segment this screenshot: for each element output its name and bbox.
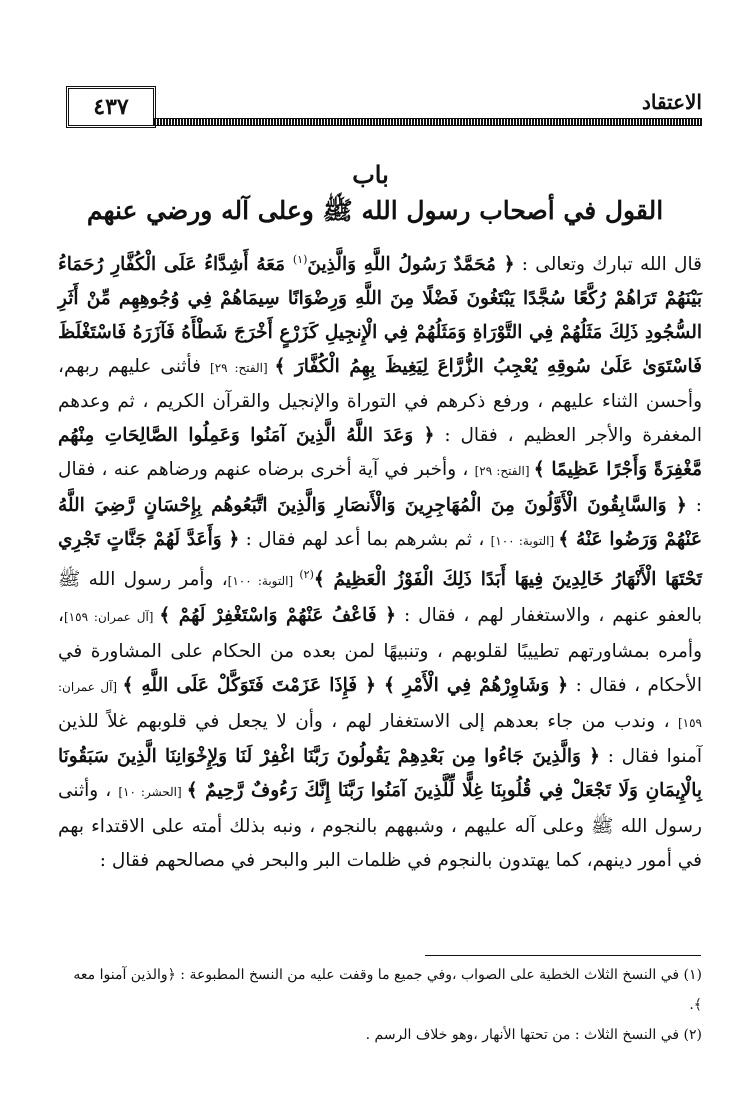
verse-reference: [آل عمران: ١٥٩] (58, 679, 702, 730)
prose-text: فأثنى عليهم ربهم، وأحسن الثناء عليهم ، ورفع ذكرهم في التوراة والإنجيل والقرآن الكريم ، ثم وعدهم المغفرة والأجر العظيم ، فقال : (58, 355, 702, 447)
verse-reference: [آل عمران: ١٥٩] (63, 610, 160, 625)
verse-reference: [الفتح: ٢٩] (474, 463, 534, 478)
quran-verse: ﴿ وَالسَّابِقُونَ الْأَوَّلُونَ مِنَ الْمُهَاجِرِينَ وَالْأَنصَارِ وَالَّذِينَ اتَّبَعُوهُم بِإِحْسَانٍ رَّضِيَ اللَّهُ عَنْهُمْ وَرَضُوا عَنْهُ ﴾ (58, 494, 702, 550)
quran-verse: مَعَهُ أَشِدَّاءُ عَلَى الْكُفَّارِ رُحَمَاءُ بَيْنَهُمْ تَرَاهُمْ رُكَّعًا سُجَّدًا يَبْتَغُونَ فَضْلًا مِنَ اللَّهِ وَرِضْوَانًا سِيمَاهُمْ فِي وُجُوهِهِم مِّنْ أَثَرِ السُّجُودِ ذَلِكَ مَثَلُهُمْ فِي التَّوْرَاةِ وَمَثَلُهُمْ فِي الْإِنجِيلِ كَزَرْعٍ أَخْرَجَ شَطْأَهُ فَآزَرَهُ فَاسْتَغْلَظَ فَاسْتَوَىٰ عَلَىٰ سُوقِهِ يُعْجِبُ الزُّرَّاعَ لِيَغِيظَ بِهِمُ الْكُفَّارَ ﴾ (58, 254, 702, 377)
section-title: القول في أصحاب رسول الله ﷺ وعلى آله ورضي عنهم (86, 196, 664, 225)
quran-verse: ﴿ مُحَمَّدٌ رَسُولُ اللَّهِ وَالَّذِينَ (307, 254, 515, 276)
verse-reference: [التوبة: ١٠٠] (490, 533, 559, 548)
chapter-title: باب (352, 160, 389, 189)
footnotes (58, 960, 702, 1050)
running-title: الاعتقاد (641, 90, 702, 114)
prose-text: قال الله تبارك وتعالى : (514, 254, 702, 276)
quran-verse: ﴿ وَالَّذِينَ جَاءُوا مِن بَعْدِهِمْ يَقُولُونَ رَبَّنَا اغْفِرْ لَنَا وَلِإِخْوَانِنَا الَّذِينَ سَبَقُونَا بِالْإِيمَانِ وَلَا تَجْعَلْ فِي قُلُوبِنَا غِلًّا لِّلَّذِينَ آمَنُوا رَبَّنَا إِنَّكَ رَءُوفٌ رَّحِيمٌ ﴾ (58, 746, 702, 802)
quran-verse: ﴿ وَعَدَ اللَّهُ الَّذِينَ آمَنُوا وَعَمِلُوا الصَّالِحَاتِ مِنْهُم مَّغْفِرَةً وَأَجْرًا عَظِيمًا ﴾ (58, 425, 703, 480)
footnote: (٢) في النسخ الثلاث : من تحتها الأنهار ،وهو خلاف الرسم . (365, 1027, 702, 1043)
footnote-marker: (٢) (299, 568, 314, 582)
main-text (58, 243, 702, 878)
verse-reference: [التوبة: ١٠٠] (227, 574, 300, 589)
page-number: ٤٣٧ (66, 86, 156, 128)
body-paragraph (58, 243, 702, 878)
footnote: (١) في النسخ الثلاث الخطية على الصواب ،وفي جميع ما وقفت عليه من النسخ المطبوعة : ﴿والذين آمنوا معه ﴾. (73, 967, 702, 1013)
verse-reference: [الحشر: ١٠] (118, 785, 187, 800)
prose-text: ، وأثنى رسول الله ﷺ وعلى آله عليهم ، وشبههم بالنجوم ، ونبه بذلك أمته على الاقتداء بهم في أمور دينهم، كما يهتدون بالنجوم في ظلمات البر والبحر في مصالحهم فقال : (58, 780, 702, 871)
header-rule (154, 118, 702, 126)
footnote-marker: (١) (292, 253, 308, 266)
prose-text: ، ثم بشرهم بما أعد لهم فقال : (239, 528, 491, 550)
quran-verse: ﴿ وَشَاوِرْهُمْ فِي الْأَمْرِ ﴾ ﴿ فَإِذَا عَزَمْتَ فَتَوَكَّلْ عَلَى اللَّهِ ﴾ (122, 674, 569, 696)
prose-text: ، وأمره بمشاورتهم تطييبًا لقلوبهم ، وتنبيهًا لمن بعده من الحكام على المشاورة في الأحكام ، فقال : (58, 605, 702, 696)
page-header (58, 86, 702, 130)
quran-verse: ﴿ وَأَعَدَّ لَهُمْ جَنَّاتٍ تَجْرِي تَحْتَهَا الْأَنْهَارُ خَالِدِينَ فِيهَا أَبَدًا ذَلِكَ الْفَوْزُ الْعَظِيمُ ﴾ (58, 528, 703, 591)
footnote-separator (425, 955, 701, 956)
prose-text: ، وندب من جاء بعدهم إلى الاستغفار لهم ، وأن لا يجعل في قلوبهم غلاً للذين آمنوا فقال : (58, 710, 703, 768)
prose-text: ، وأمر رسول الله ﷺ بالعفو عنهم ، والاستغفار لهم ، فقال : (58, 569, 703, 627)
verse-reference: [الفتح: ٢٩] (210, 360, 275, 375)
quran-verse: ﴿ فَاعْفُ عَنْهُمْ وَاسْتَغْفِرْ لَهُمْ ﴾ (159, 605, 396, 627)
prose-text: ، وأخبر في آية أخرى برضاه عنهم ورضاهم عنه ، فقال : (58, 458, 702, 516)
